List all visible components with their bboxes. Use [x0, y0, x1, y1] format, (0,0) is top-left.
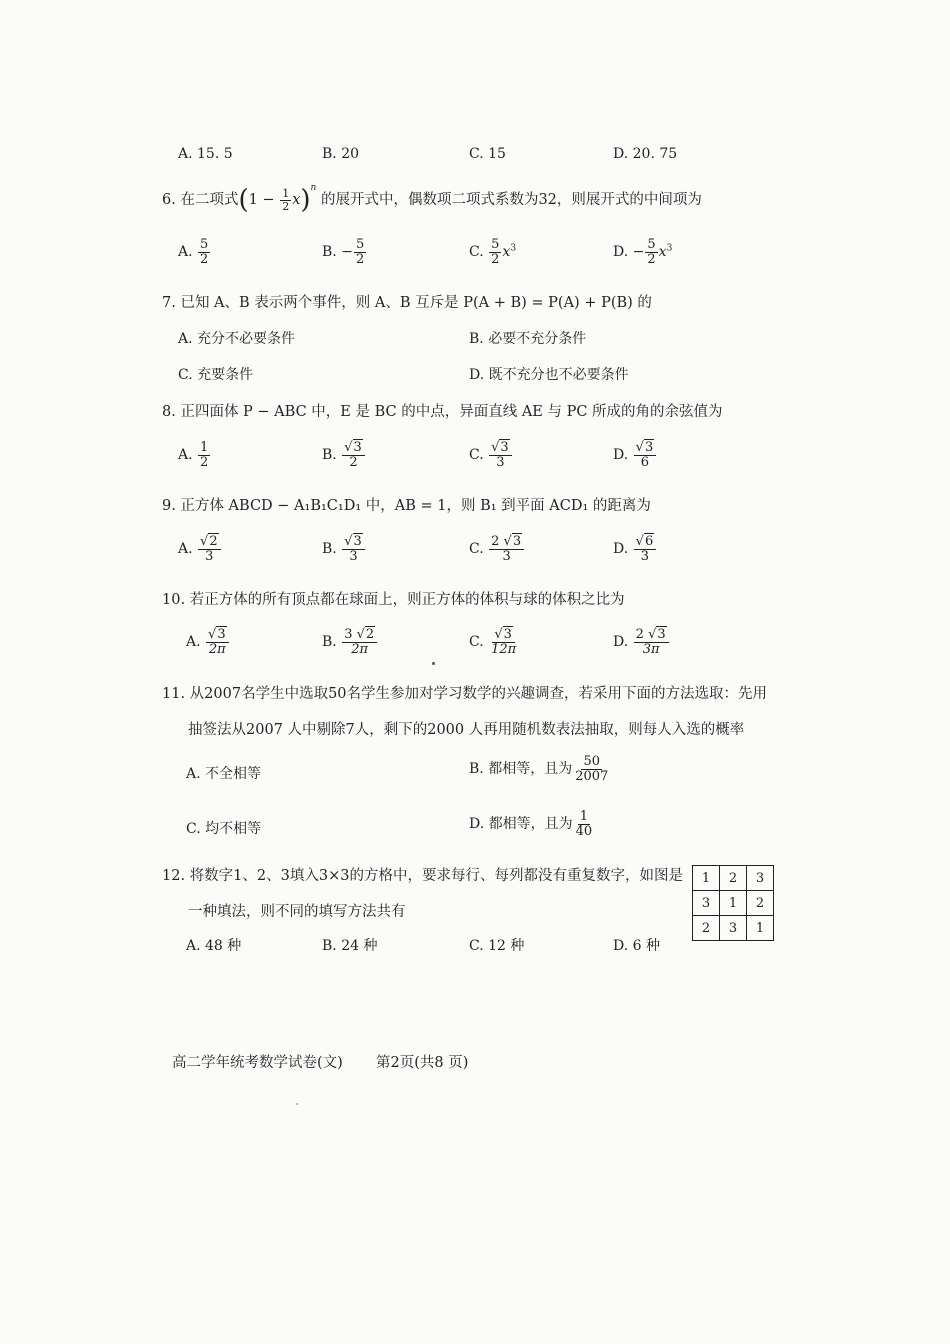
grid-cell: 1 — [747, 916, 774, 941]
q9-option-c: C. $\frac{2 √3}{3}$ — [469, 535, 525, 563]
q6-suffix: 的展开式中，偶数项二项式系数为32，则展开式的中间项为 — [320, 192, 702, 208]
q11-option-b: B. 都相等，且为 $\frac{50}{2007}$ — [469, 754, 609, 784]
grid-cell: 3 — [747, 866, 774, 891]
q6-stem — [162, 183, 702, 213]
q11-option-a: A. 不全相等 — [186, 766, 262, 782]
q6-open-paren: ( — [238, 185, 249, 215]
q7-option-a: A. 充分不必要条件 — [178, 331, 296, 347]
grid-row — [693, 866, 774, 891]
page-footer — [172, 1051, 472, 1072]
q6-x: x — [292, 192, 301, 208]
grid-cell: 2 — [720, 866, 747, 891]
q12-stem-line2: 一种填法，则不同的填写方法共有 — [188, 904, 406, 920]
q10-stem: 10. 若正方体的所有顶点都在球面上，则正方体的体积与球的体积之比为 — [162, 592, 625, 608]
q7-option-b: B. 必要不充分条件 — [469, 331, 587, 347]
q12-option-c: C. 12 种 — [469, 938, 525, 954]
q5-option-c: C. 15 — [469, 146, 506, 162]
grid-cell: 3 — [720, 916, 747, 941]
q6-number: 6. — [162, 192, 176, 208]
footer-page-number: 第2页(共8 页) — [376, 1055, 469, 1071]
q10-option-c: C. $\frac{√3}{12\pi}$ — [469, 627, 517, 657]
grid-row — [693, 916, 774, 941]
q9-stem: 9. 正方体 ABCD − A₁B₁C₁D₁ 中，AB = 1，则 B₁ 到平面 ACD₁ 的距离为 — [162, 498, 651, 514]
q12-option-d: D. 6 种 — [613, 938, 660, 954]
q6-option-b: B. − $\frac{5}{2}$ — [322, 237, 365, 267]
q8-stem: 8. 正四面体 P − ABC 中，E 是 BC 的中点，异面直线 AE 与 PC 所成的角的余弦值为 — [162, 404, 723, 420]
q5-option-a: A. 15. 5 — [178, 146, 233, 162]
q6-option-c: C. $\frac{5}{2}$ $x^3$ — [469, 237, 517, 267]
q7-option-c: C. 充要条件 — [178, 367, 254, 383]
q11-stem-line2: 抽签法从2007 人中剔除7人，剩下的2000 人再用随机数表法抽取，则每人入选的概率 — [188, 722, 745, 738]
q6-close-paren: ) — [300, 185, 311, 215]
q5-option-b: B. 20 — [322, 146, 360, 162]
footer-title: 高二学年统考数学试卷(文) — [172, 1055, 343, 1071]
q12-option-a: A. 48 种 — [186, 938, 242, 954]
q10-option-d: D. $\frac{2 √3}{3\pi}$ — [613, 628, 670, 656]
q9-option-d: D. $\frac{√6}{3}$ — [613, 535, 657, 563]
q7-stem: 7. 已知 A、B 表示两个事件，则 A、B 互斥是 P(A + B) = P(A) + P(B) 的 — [162, 295, 652, 311]
grid-row — [693, 891, 774, 916]
q5-option-d: D. 20. 75 — [613, 146, 678, 162]
q6-prefix: 在二项式 — [180, 192, 239, 208]
q7-option-d: D. 既不充分也不必要条件 — [469, 367, 629, 383]
q6-power: n — [310, 183, 317, 193]
scan-speck — [432, 662, 435, 665]
q11-option-c: C. 均不相等 — [186, 821, 262, 837]
grid-cell: 1 — [693, 866, 720, 891]
q10-option-a: A. $\frac{√3}{2\pi}$ — [186, 628, 230, 656]
grid-cell: 3 — [693, 891, 720, 916]
grid-cell: 1 — [720, 891, 747, 916]
q12-number-grid — [692, 865, 774, 941]
q6-half-fraction: $\frac{1}{2}$ — [282, 186, 290, 213]
q12-option-b: B. 24 种 — [322, 938, 378, 954]
q11-stem-line1: 11. 从2007名学生中选取50名学生参加对学习数学的兴趣调查，若采用下面的方法选取：先用 — [162, 686, 768, 702]
q10-option-b: B. $\frac{3 √2}{2\pi}$ — [322, 628, 378, 656]
grid-cell: 2 — [747, 891, 774, 916]
q8-option-b: B. $\frac{√3}{2}$ — [322, 441, 366, 469]
q6-option-d: D. − $\frac{5}{2}$ $x^3$ — [613, 237, 673, 267]
q8-option-d: D. $\frac{√3}{6}$ — [613, 441, 657, 469]
q6-option-a: A. $\frac{5}{2}$ — [178, 237, 209, 267]
grid-cell: 2 — [693, 916, 720, 941]
q12-stem-line1: 12. 将数字1、2、3填入3×3的方格中，要求每行、每列都没有重复数字，如图是 — [162, 868, 683, 884]
q8-option-c: C. $\frac{√3}{3}$ — [469, 441, 513, 469]
q9-option-a: A. $\frac{√2}{3}$ — [178, 535, 222, 563]
q11-option-d: D. 都相等，且为 $\frac{1}{40}$ — [469, 809, 593, 839]
q6-one-minus: 1 − — [248, 192, 280, 208]
scan-speck — [296, 1103, 298, 1105]
q9-option-b: B. $\frac{√3}{3}$ — [322, 535, 366, 563]
q8-option-a: A. $\frac{1}{2}$ — [178, 440, 209, 470]
